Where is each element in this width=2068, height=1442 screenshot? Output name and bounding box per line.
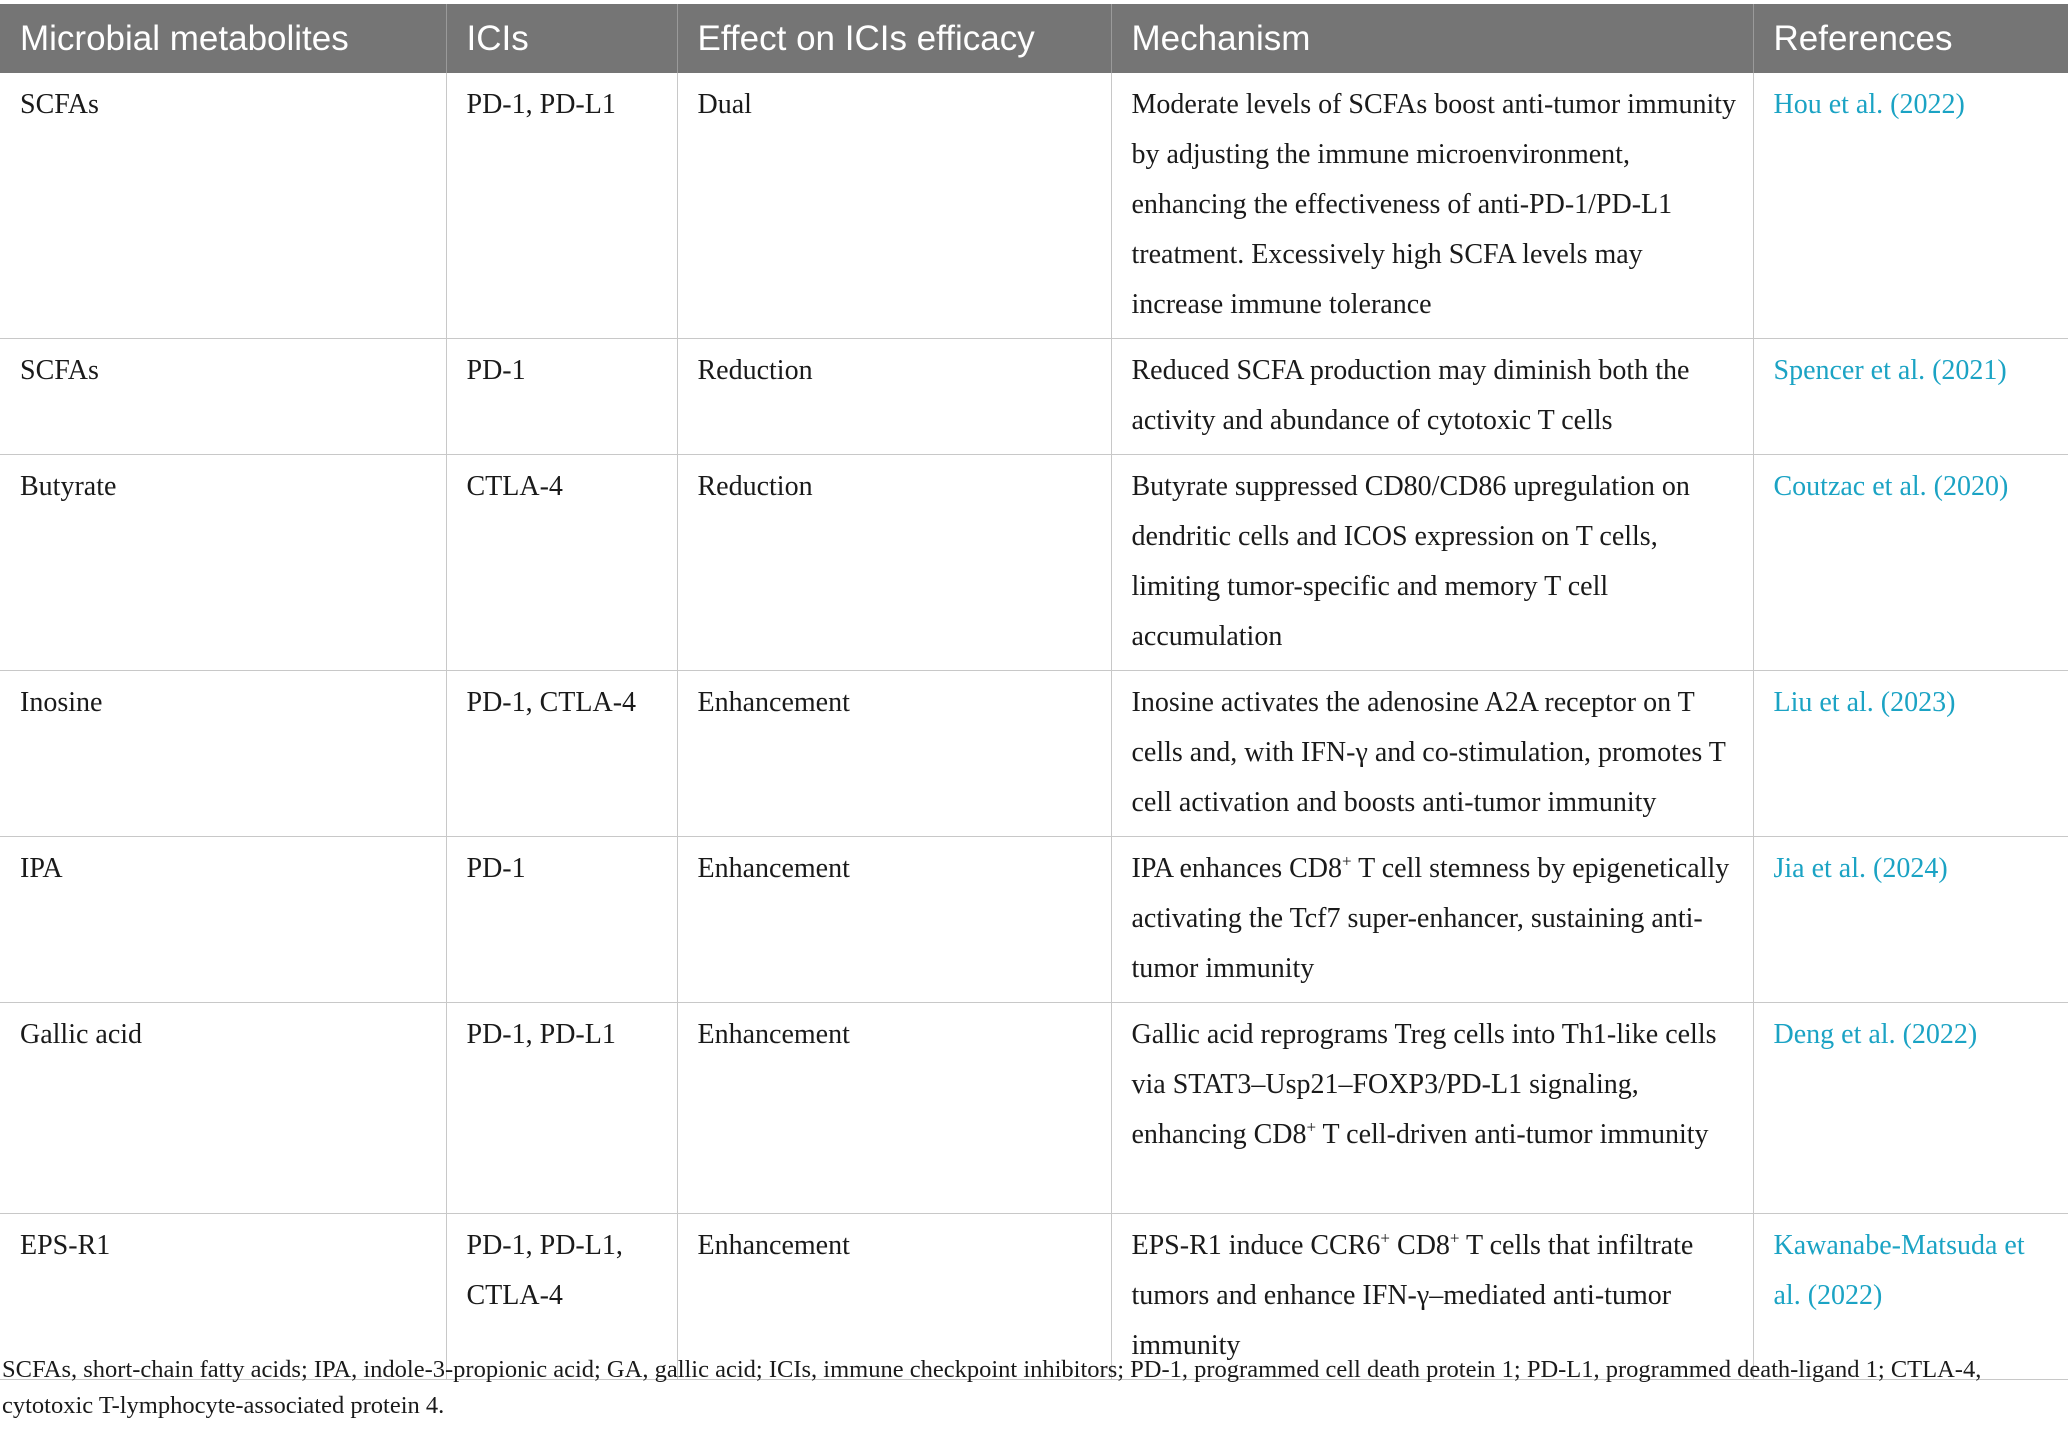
cell-metabolite: Gallic acid [0,1003,446,1214]
table-footnote: SCFAs, short-chain fatty acids; IPA, indole-3-propionic acid; GA, gallic acid; ICIs, immune checkpoint inhibitors; PD-1, programmed cell death protein 1; PD-L1, programmed death-ligand 1; CTLA-4, cytotoxic T-lymphocyte-associated protein 4. [2,1356,1982,1419]
table-row [0,73,2068,339]
cell-metabolite: IPA [0,837,446,1003]
header-effect-on-icis-efficacy: Effect on ICIs efficacy [677,4,1111,73]
mechanism-text: IPA enhances CD8 [1131,853,1343,884]
table-row [0,455,2068,671]
cell-mechanism: Inosine activates the adenosine A2A receptor on T cells and, with IFN-γ and co-stimulation, promotes T cell activation and boosts anti-tumor immunity [1111,671,1753,837]
reference-link[interactable]: Kawanabe-Matsuda et al. (2022) [1753,1214,2068,1380]
mechanism-text: CD8 [1390,1230,1450,1261]
cell-mechanism: Moderate levels of SCFAs boost anti-tumor immunity by adjusting the immune microenvironment, enhancing the effectiveness of anti-PD-1/PD-L1 treatment. Excessively high SCFA levels may increase immune tolerance [1111,73,1753,339]
cell-icis: PD-1 [446,339,677,455]
mechanism-text: T cell stemness by epigenetically activating the Tcf7 super-enhancer, sustaining anti-tumor immunity [1131,853,1730,984]
reference-link[interactable]: Coutzac et al. (2020) [1753,455,2068,671]
cell-effect: Reduction [677,339,1111,455]
cell-icis: PD-1, PD-L1 [446,1003,677,1214]
cell-effect: Dual [677,73,1111,339]
cell-effect: Reduction [677,455,1111,671]
table-row [0,671,2068,837]
mechanism-text: T cell-driven anti-tumor immunity [1316,1119,1709,1150]
header-references: References [1753,4,2068,73]
cell-icis: PD-1, PD-L1 [446,73,677,339]
cell-metabolite: Butyrate [0,455,446,671]
header-microbial-metabolites: Microbial metabolites [20,18,349,58]
reference-link[interactable]: Liu et al. (2023) [1753,671,2068,837]
cell-effect: Enhancement [677,837,1111,1003]
reference-link[interactable]: Hou et al. (2022) [1753,73,2068,339]
cell-mechanism [1111,1003,1753,1214]
header-icis: ICIs [446,4,677,73]
cell-mechanism: Reduced SCFA production may diminish both the activity and abundance of cytotoxic T cells [1111,339,1753,455]
cell-mechanism: Butyrate suppressed CD80/CD86 upregulation on dendritic cells and ICOS expression on T cells, limiting tumor-specific and memory T cell accumulation [1111,455,1753,671]
mechanism-text: T cells that infiltrate tumors and enhance IFN-γ–mediated anti-tumor immunity [1131,1230,1694,1361]
cell-effect: Enhancement [677,671,1111,837]
cell-icis: CTLA-4 [446,455,677,671]
reference-link[interactable]: Spencer et al. (2021) [1753,339,2068,455]
cell-effect: Enhancement [677,1214,1111,1380]
header-mechanism: Mechanism [1111,4,1753,73]
cell-effect: Enhancement [677,1003,1111,1214]
superscript-plus: + [1342,851,1352,871]
table-row [0,339,2068,455]
cell-icis: PD-1, CTLA-4 [446,671,677,837]
table-header-row [0,4,2068,73]
mechanism-text: Gallic acid reprograms Treg cells into Th1-like cells via STAT3–Usp21–FOXP3/PD-L1 signaling, enhancing CD8 [1131,1019,1717,1150]
mechanism-text: EPS-R1 induce CCR6 [1131,1230,1381,1261]
superscript-plus: + [1449,1228,1460,1248]
table-row [0,837,2068,1003]
table-row [0,1003,2068,1214]
reference-link[interactable]: Deng et al. (2022) [1753,1003,2068,1214]
reference-link[interactable]: Jia et al. (2024) [1753,837,2068,1003]
cell-icis: PD-1 [446,837,677,1003]
cell-metabolite: SCFAs [0,339,446,455]
metabolites-table-container [0,4,2068,1380]
cell-metabolite: Inosine [0,671,446,837]
cell-metabolite: EPS-R1 [0,1214,446,1380]
cell-icis: PD-1, PD-L1, CTLA-4 [446,1214,677,1380]
cell-metabolite: SCFAs [0,73,446,339]
metabolites-table [0,4,2068,1380]
superscript-plus: + [1306,1117,1317,1137]
superscript-plus: + [1380,1228,1391,1248]
cell-mechanism [1111,837,1753,1003]
